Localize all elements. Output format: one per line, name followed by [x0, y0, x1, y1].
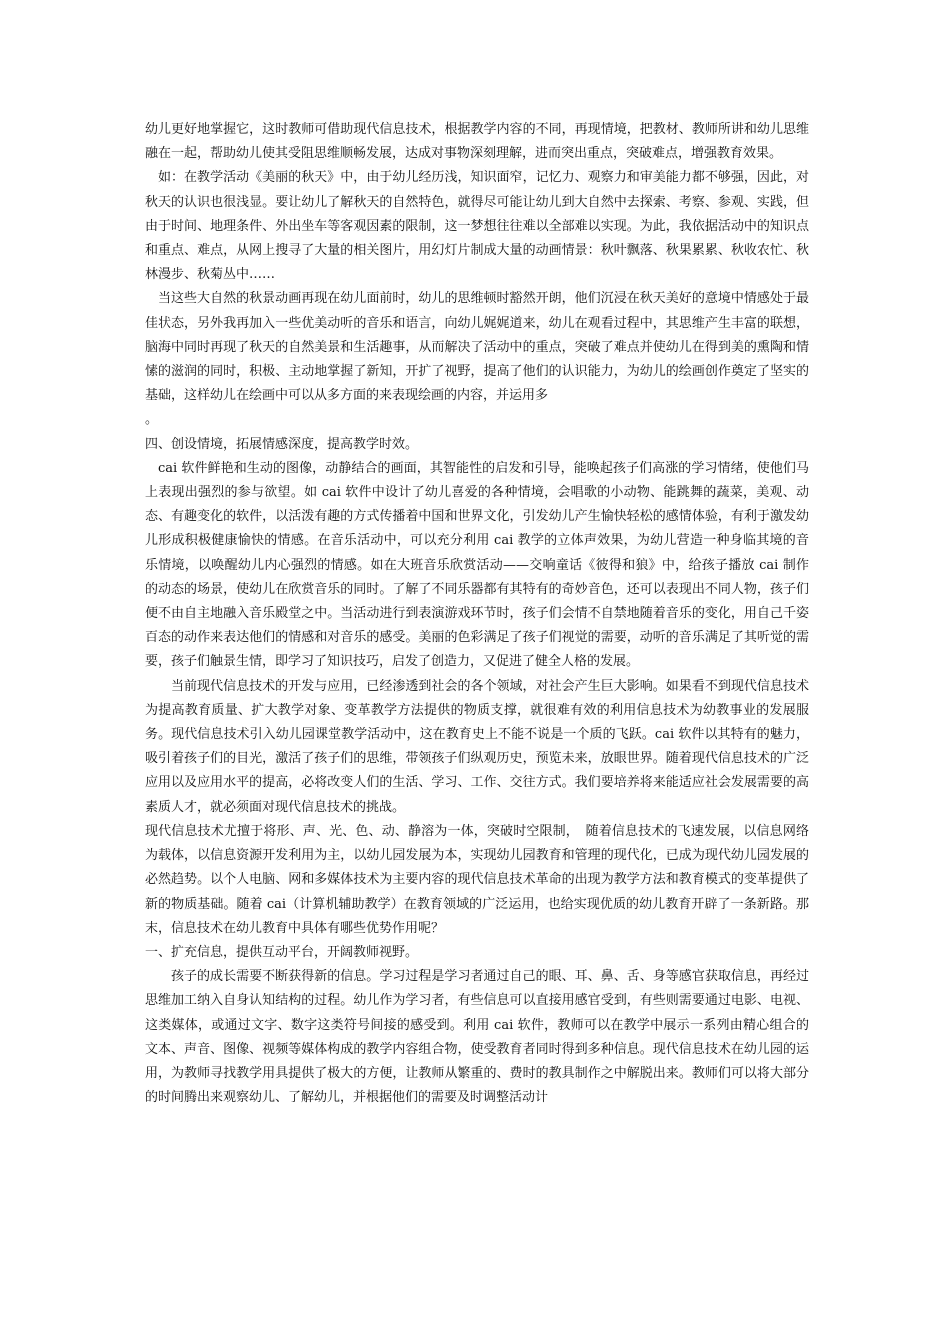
paragraph-cai-emotion: cai 软件鲜艳和生动的图像，动静结合的画面，其智能性的启发和引导，能唤起孩子们高涨的学习情绪，使他们马上表现出强烈的参与欲望。如 cai 软件中设计了幼儿喜爱的各种情境，会唱歌的小动物、能跳舞的蔬菜，美观、动态、有趣变化的软件，以活泼有趣的方式传播着中国和世界文化，引发幼儿产生愉快轻松的感情体验，有利于激发幼儿形成积极健康愉快的情感。在音乐活动中，可以充分利用 cai 教学的立体声效果，为幼儿营造一种身临其境的音乐情境，以唤醒幼儿内心强烈的情感。如在大班音乐欣赏活动——交响童话《彼得和狼》中，给孩子播放 cai 制作的动态的场景，使幼儿在欣赏音乐的同时。了解了不同乐器都有其特有的奇妙音色，还可以表现出不同人物，孩子们便不由自主地融入音乐殿堂之中。当活动进行到表演游戏环节时，孩子们会情不自禁地随着音乐的变化，用自己千姿百态的动作来表达他们的情感和对音乐的感受。美丽的色彩满足了孩子们视觉的需要，动听的音乐满足了其听觉的需要，孩子们触景生情，即学习了知识技巧，启发了创造力，又促进了健全人格的发展。	[145, 460, 809, 670]
paragraph-autumn-example: 如：在教学活动《美丽的秋天》中，由于幼儿经历浅，知识面窄，记忆力、观察力和审美能力都不够强，因此，对秋天的认识也很浅显。要让幼儿了解秋天的自然特色，就得尽可能让幼儿到大自然中去探索、考察、参观、实践，但由于时间、地理条件、外出坐车等客观因素的限制，这一梦想往往难以全部难以实现。为此，我依据活动中的知识点和重点、难点，从网上搜寻了大量的相关图片，用幻灯片制成大量的动画情景：秋叶飘落、秋果累累、秋收农忙、秋林漫步、秋菊丛中……	[145, 170, 809, 283]
paragraph-it-development: 现代信息技术尤擅于将形、声、光、色、动、静溶为一体，突破时空限制， 随着信息技术的飞速发展，以信息网络为载体，以信息资源开发利用为主，以幼儿园发展为本，实现幼儿园教育和管理的现代化，已成为现代幼儿园发展的必然趋势。以个人电脑、网和多媒体技术为主要内容的现代信息技术革命的出现为教学方法和教育模式的变革提供了新的物质基础。随着 cai（计算机辅助教学）在教育领域的广泛运用，也给实现优质的幼儿教育开辟了一条新路。那末，信息技术在幼儿教育中具体有哪些优势作用呢？	[145, 823, 809, 936]
section-heading-1: 一、扩充信息，提供互动平台，开阔教师视野。	[145, 944, 419, 960]
paragraph-modern-it: 当前现代信息技术的开发与应用，已经渗透到社会的各个领域，对社会产生巨大影响。如果看不到现代信息技术为提高教育质量、扩大教学对象、变革教学方法提供的物质支撑，就很难有效的利用信息技术为幼教事业的发展服务。现代信息技术引入幼儿园课堂教学活动中，这在教育史上不能不说是一个质的飞跃。cai 软件以其特有的魅力，吸引着孩子们的目光，激活了孩子们的思维，带领孩子们纵观历史，预览未来，放眼世界。随着现代信息技术的广泛应用以及应用水平的提高，必将改变人们的生活、学习、工作、交往方式。我们要培养将来能适应社会发展需要的高素质人才，就必须面对现代信息技术的挑战。	[145, 678, 809, 815]
paragraph-continuation: 幼儿更好地掌握它，这时教师可借助现代信息技术，根据教学内容的不同，再现情境，把教材、教师所讲和幼儿思维融在一起，帮助幼儿使其受阻思维顺畅发展，达成对事物深刻理解，进而突出重点，突破难点，增强教育效果。	[145, 122, 809, 162]
document-body	[145, 118, 809, 1110]
paragraph-autumn-animation: 当这些大自然的秋景动画再现在幼儿面前时，幼儿的思维顿时豁然开朗，他们沉浸在秋天美好的意境中情感处于最佳状态，另外我再加入一些优美动听的音乐和语言，向幼儿娓娓道来，幼儿在观看过程中，其思维产生丰富的联想，脑海中同时再现了秋天的自然美景和生活趣事，从而解决了活动中的重点，突破了难点并使幼儿在得到美的熏陶和情愫的滋润的同时，积极、主动地掌握了新知，开扩了视野，提高了他们的认识能力，为幼儿的绘画创作奠定了坚实的基础，这样幼儿在绘画中可以从多方面的来表现绘画的内容，并运用多	[145, 291, 809, 404]
section-heading-4: 四、创设情境，拓展情感深度，提高教学时效。	[145, 436, 419, 452]
paragraph-period: 。	[145, 412, 159, 428]
paragraph-information: 孩子的成长需要不断获得新的信息。学习过程是学习者通过自己的眼、耳、鼻、舌、身等感官获取信息，再经过思维加工纳入自身认知结构的过程。幼儿作为学习者，有些信息可以直接用感官受到，有些则需要通过电影、电视、这类媒体，或通过文字、数字这类符号间接的感受到。利用 cai 软件，教师可以在教学中展示一系列由精心组合的文本、声音、图像、视频等媒体构成的教学内容组合物，使受教育者同时得到多种信息。现代信息技术在幼儿园的运用，为教师寻找教学用具提供了极大的方便，让教师从繁重的、费时的教具制作之中解脱出来。教师们可以将大部分的时间腾出来观察幼儿、了解幼儿，并根据他们的需要及时调整活动计	[145, 969, 809, 1106]
